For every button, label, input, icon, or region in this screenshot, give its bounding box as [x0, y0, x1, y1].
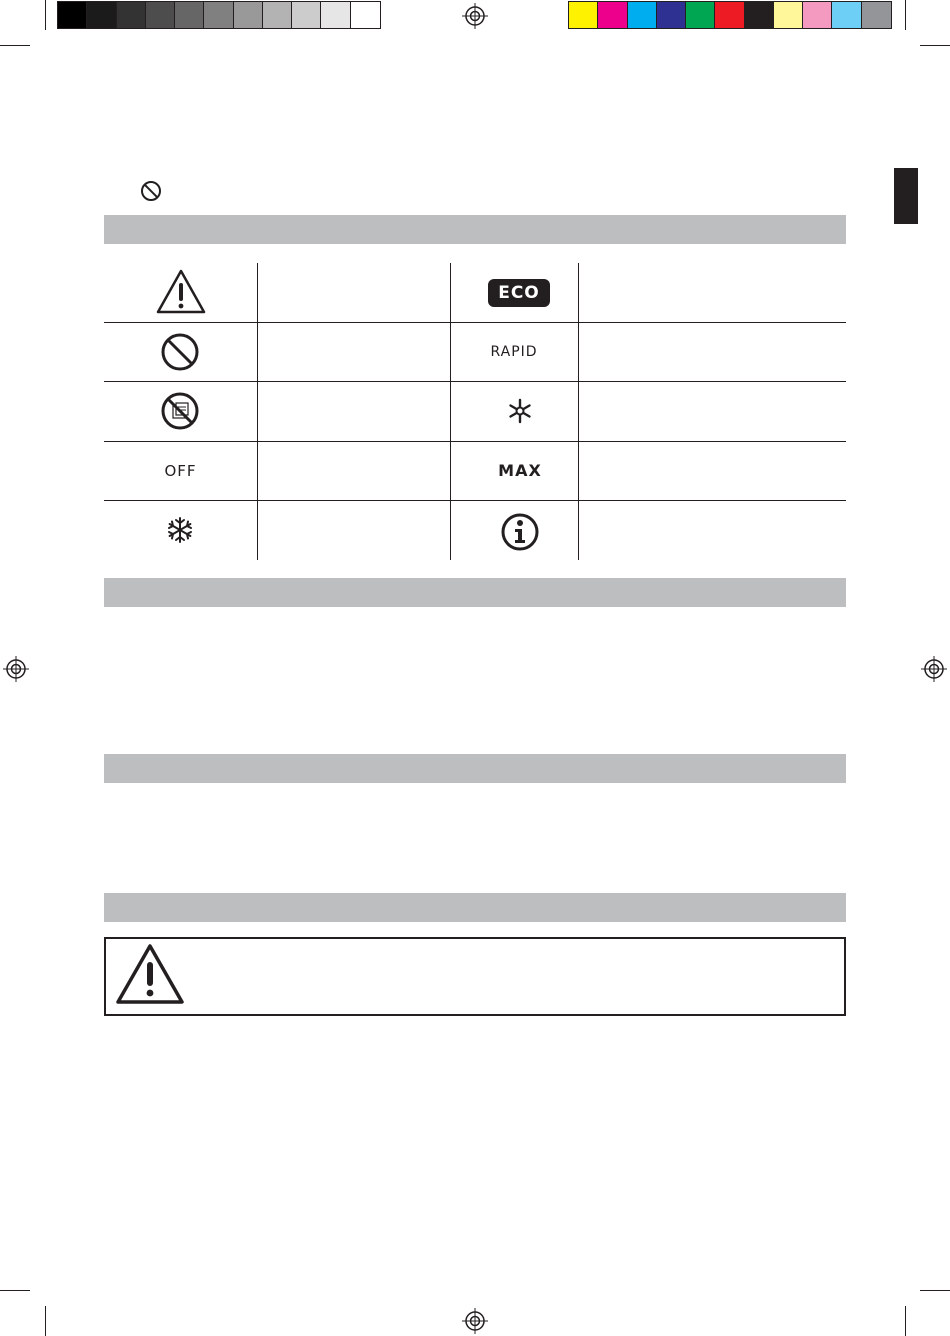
table-divider [257, 263, 258, 560]
registration-mark-right-icon [921, 656, 947, 682]
crop-mark [905, 1306, 906, 1336]
max-label: MAX [498, 461, 542, 480]
crop-mark [0, 1290, 30, 1291]
color-swatch-strip [568, 1, 892, 29]
grayscale-swatch-strip [57, 1, 381, 29]
grayscale-swatch [351, 2, 380, 28]
section-bar-safety [104, 893, 846, 922]
crop-mark [920, 45, 950, 46]
registration-mark-left-icon [3, 656, 29, 682]
color-swatch [862, 2, 891, 28]
grayscale-swatch [321, 2, 350, 28]
section-bar-3 [104, 754, 846, 783]
off-label: OFF [164, 461, 197, 480]
crop-mark [45, 0, 46, 30]
no-cooking-icon [160, 391, 200, 431]
color-swatch [628, 2, 657, 28]
prohibited-small-icon [140, 180, 162, 202]
color-swatch [832, 2, 861, 28]
grayscale-swatch [58, 2, 87, 28]
crop-mark [45, 1306, 46, 1336]
crop-mark [920, 1290, 950, 1291]
color-swatch [657, 2, 686, 28]
snowflake-icon [166, 516, 194, 544]
registration-mark-top-icon [462, 3, 488, 29]
off-icon [104, 441, 257, 500]
grayscale-swatch [146, 2, 175, 28]
grayscale-swatch [263, 2, 292, 28]
color-swatch [745, 2, 774, 28]
warning-box [104, 937, 846, 1016]
grayscale-swatch [234, 2, 263, 28]
rapid-label: RAPID [490, 343, 538, 360]
section-bar-symbols [104, 215, 846, 244]
color-swatch [715, 2, 744, 28]
warning-box-triangle-icon [114, 942, 186, 1006]
grayscale-swatch [292, 2, 321, 28]
table-row-divider [104, 500, 846, 501]
table-row-divider [104, 381, 846, 382]
eco-label: ECO [498, 283, 540, 303]
table-divider [578, 263, 579, 560]
grayscale-swatch [175, 2, 204, 28]
section-bar-2 [104, 578, 846, 607]
info-icon [500, 512, 540, 552]
grayscale-swatch [204, 2, 233, 28]
asterisk-icon [506, 397, 534, 425]
warning-triangle-icon [155, 268, 207, 316]
prohibited-icon [160, 332, 200, 372]
crop-mark [0, 45, 30, 46]
registration-mark-bottom-icon [462, 1308, 488, 1334]
color-swatch [803, 2, 832, 28]
color-swatch [598, 2, 627, 28]
max-icon [450, 441, 590, 500]
color-swatch [686, 2, 715, 28]
language-tab [894, 168, 918, 224]
color-swatch [774, 2, 803, 28]
eco-icon [488, 279, 550, 307]
grayscale-swatch [117, 2, 146, 28]
rapid-icon [450, 322, 578, 381]
table-divider [450, 263, 451, 560]
crop-mark [905, 0, 906, 30]
grayscale-swatch [87, 2, 116, 28]
color-swatch [569, 2, 598, 28]
